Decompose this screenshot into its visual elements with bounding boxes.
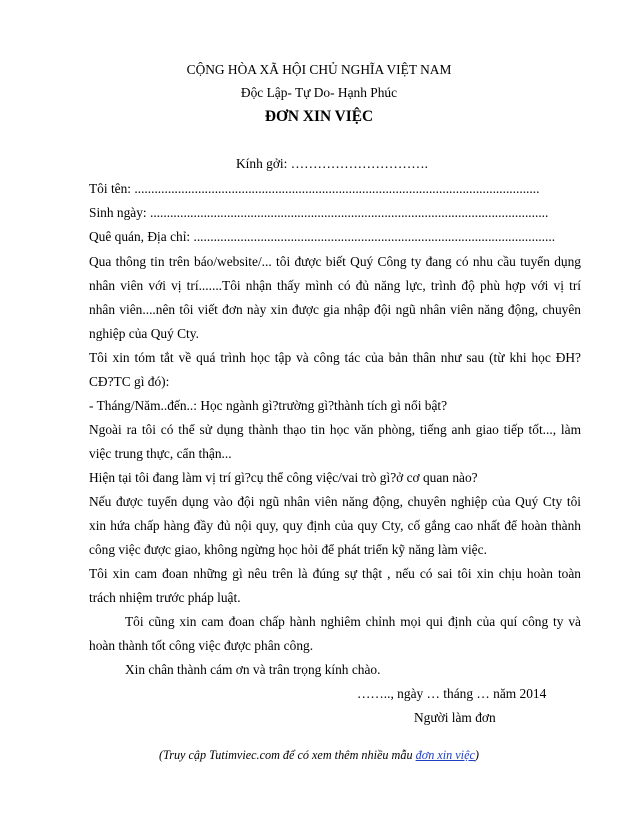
paragraph-line: hoàn thành tốt công việc được phân công. — [89, 638, 314, 653]
signer-label: Người làm đơn — [414, 710, 496, 725]
paragraph-line: Hiện tại tôi đang làm vị trí gì?cụ thể công việc/vai trò gì?ở cơ quan nào? — [89, 470, 478, 485]
paragraph-line: trách nhiệm trước pháp luật. — [89, 590, 241, 605]
paragraph-line: - Tháng/Năm..đến..: Học ngành gì?trường gì?thành tích gì nổi bật? — [89, 398, 448, 413]
paragraph-line: xin hứa chấp hàng đầy đủ nội quy, quy định của quy Cty, cố gắng cao nhất để hoàn thành — [89, 518, 581, 533]
footer-link[interactable]: đơn xin việc — [415, 748, 475, 762]
paragraph-line: CĐ?TC gì đó): — [89, 374, 170, 389]
footer-close: ) — [474, 748, 479, 762]
field-birth: Sinh ngày: ....................................................................................................................... — [89, 205, 549, 220]
paragraph-line: Ngoài ra tôi có thể sử dụng thành thạo tin học văn phòng, tiếng anh giao tiếp tốt..., làm — [89, 422, 581, 437]
paragraph-line: việc trung thực, cẩn thận... — [89, 446, 232, 461]
paragraph-line: nhân viên với vị trí.......Tôi nhận thấy mình có đủ năng lực, trình độ phù hợp với vị trí — [89, 278, 581, 293]
paragraph-line: Tôi xin tóm tắt về quá trình học tập và công tác của bản thân như sau (từ khi học ĐH? — [89, 350, 581, 365]
footer-note — [0, 748, 638, 763]
closing-line: Xin chân thành cám ơn và trân trọng kính chào. — [125, 662, 381, 677]
page-title: ĐƠN XIN VIỆC — [264, 108, 374, 125]
paragraph-line: Nếu được tuyển dụng vào đội ngũ nhân viên năng động, chuyên nghiệp của Quý Cty tôi — [89, 494, 581, 509]
paragraph-line: Tôi xin cam đoan những gì nêu trên là đúng sự thật , nếu có sai tôi xin chịu hoàn toàn — [89, 566, 581, 581]
paragraph-line: Qua thông tin trên báo/website/... tôi được biết Quý Công ty đang có nhu cầu tuyển dụng — [89, 254, 581, 269]
salutation: Kính gởi: …………………………. — [236, 156, 428, 171]
paragraph-line: Tôi cũng xin cam đoan chấp hành nghiêm chỉnh mọi qui định của quí công ty và — [125, 614, 581, 629]
paragraph-line: công việc được giao, không ngừng học hỏi để phát triển kỹ năng làm việc. — [89, 542, 487, 557]
field-home: Quê quán, Địa chỉ: ............................................................................................................ — [89, 229, 556, 244]
country-header: CỘNG HÒA XÃ HỘI CHỦ NGHĨA VIỆT NAM — [186, 62, 452, 77]
motto-line: Độc Lập- Tự Do- Hạnh Phúc — [240, 85, 398, 100]
paragraph-line: nhân viên....nên tôi viết đơn này xin được gia nhập đội ngũ nhân viên năng động, chuyên — [89, 302, 581, 317]
field-name: Tôi tên: ......................................................................................................................... — [89, 181, 540, 196]
footer-text: (Truy cập Tutimviec.com để có xem thêm nhiều mẫu — [159, 748, 416, 762]
date-line: …….., ngày … tháng … năm 2014 — [357, 686, 547, 701]
paragraph-line: nghiệp của Quý Cty. — [89, 326, 199, 341]
